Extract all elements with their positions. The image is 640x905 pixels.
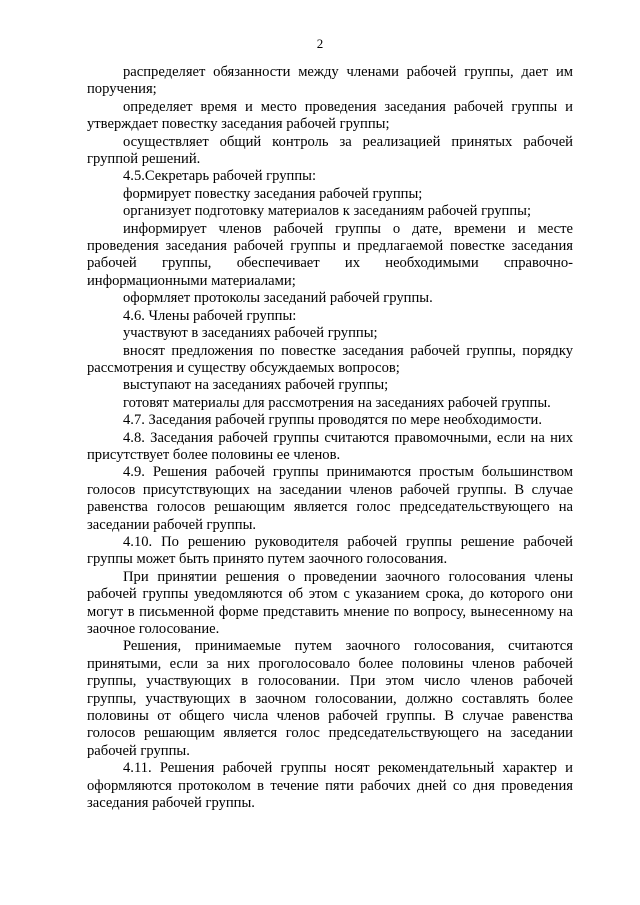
paragraph: При принятии решения о проведении заочного голосования члены рабочей группы уведомляются об этом с указанием срока, до которого они могут в письменной форме представить мнение по вопросу, вынесенному на заочное голосование. <box>87 568 573 637</box>
paragraph: осуществляет общий контроль за реализацией принятых рабочей группой решений. <box>87 133 573 168</box>
paragraph: распределяет обязанности между членами рабочей группы, дает им поручения; <box>87 64 573 98</box>
paragraph: определяет время и место проведения заседания рабочей группы и утверждает повестку заседания рабочей группы; <box>87 98 573 133</box>
paragraph: формирует повестку заседания рабочей группы; <box>123 185 423 202</box>
paragraph: Решения, принимаемые путем заочного голосования, считаются принятыми, если за них проголосовало более половины членов рабочей группы, участвующих в голосовании. При этом число членов рабочей группы, участвующих в заочном голосовании, должно составлять более половины от общего числа членов рабочей группы. В случае равенства голосов решающим является голос председательствующего на заседании рабочей группы. <box>87 638 573 759</box>
paragraph: 4.6. Члены рабочей группы: <box>123 307 297 324</box>
paragraph: 4.7. Заседания рабочей группы проводятся по мере необходимости. <box>123 412 543 429</box>
paragraph: 4.5.Секретарь рабочей группы: <box>123 168 317 185</box>
paragraph: участвуют в заседаниях рабочей группы; <box>123 325 378 342</box>
paragraph: вносят предложения по повестке заседания рабочей группы, порядку рассмотрения и существу обсуждаемых вопросов; <box>87 342 573 376</box>
paragraph: 4.9. Решения рабочей группы принимаются простым большинством голосов присутствующих на заседании членов рабочей группы. В случае равенства голосов решающим является голос председательствующего на заседании рабочей группы. <box>87 464 573 533</box>
paragraph: готовят материалы для рассмотрения на заседаниях рабочей группы. <box>123 394 551 411</box>
paragraph: информирует членов рабочей группы о дате, времени и месте проведения заседания рабочей группы и предлагаемой повестке заседания рабочей группы, обеспечивает их необходимыми справочно-информационными материалами; <box>87 220 573 289</box>
document-body <box>87 64 573 812</box>
paragraph: выступают на заседаниях рабочей группы; <box>123 377 389 394</box>
paragraph: организует подготовку материалов к заседаниям рабочей группы; <box>123 203 532 220</box>
paragraph: 4.11. Решения рабочей группы носят рекомендательный характер и оформляются протоколом в течение пяти рабочих дней со дня проведения заседания рабочей группы. <box>87 760 573 812</box>
paragraph: 4.10. По решению руководителя рабочей группы решение рабочей группы может быть принято путем заочного голосования. <box>87 533 573 568</box>
page-number: 2 <box>316 36 324 51</box>
paragraph: 4.8. Заседания рабочей группы считаются правомочными, если на них присутствует более половины ее членов. <box>87 429 573 463</box>
paragraph: оформляет протоколы заседаний рабочей группы. <box>123 290 433 307</box>
